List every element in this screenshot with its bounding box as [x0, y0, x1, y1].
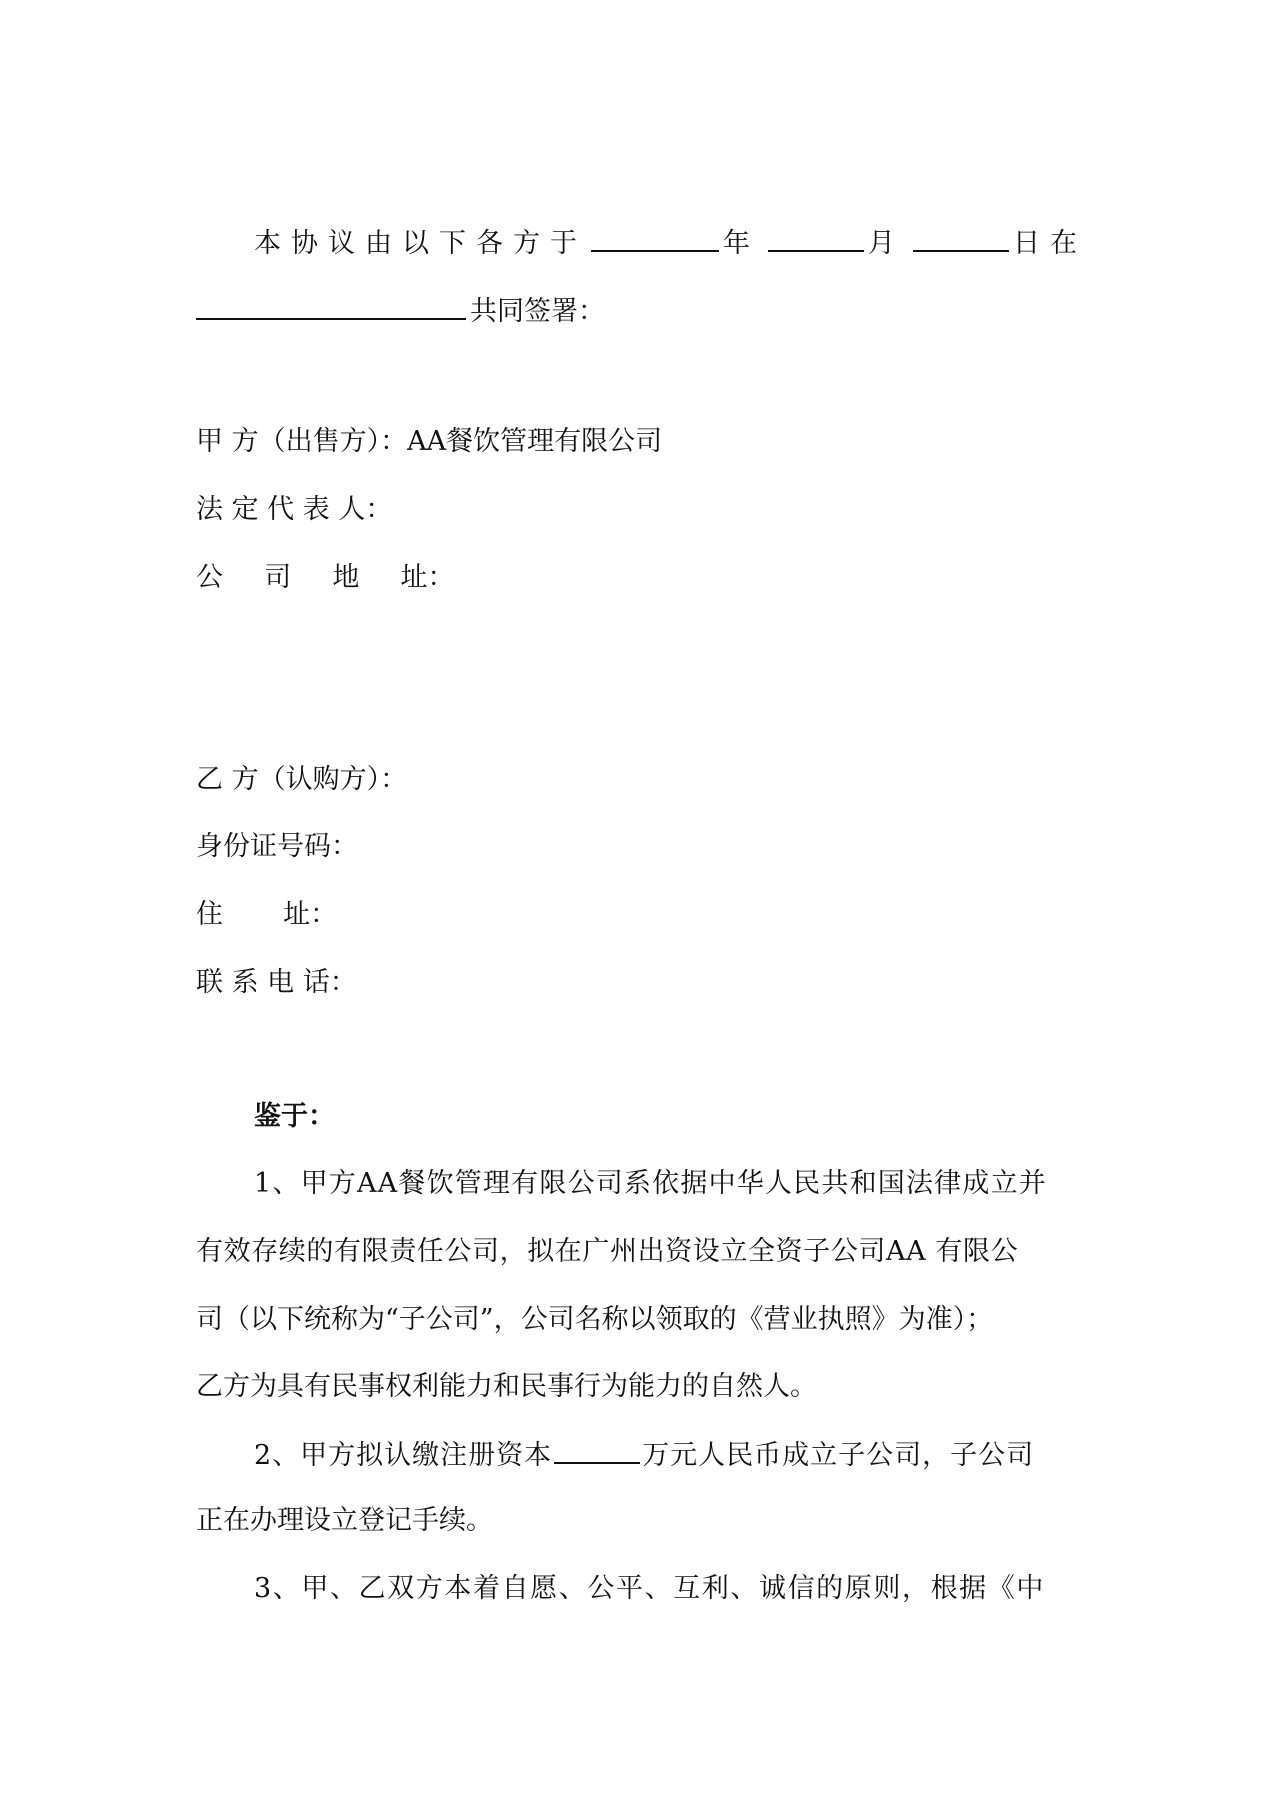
party-b-address	[196, 895, 1086, 935]
date-day-blank[interactable]	[913, 222, 1009, 252]
party-b-address-label: 住 址：	[196, 899, 338, 930]
party-b-id-number: 身份证号码：	[196, 831, 358, 862]
recital-2-part-a: 2、甲方拟认缴注册资本	[254, 1440, 553, 1471]
party-a-label: 甲 方（出售方）：	[196, 426, 408, 457]
recitals-heading: 鉴于：	[254, 1101, 335, 1132]
intro-line-1	[254, 222, 1094, 264]
recital-2-line-2: 正在办理设立登记手续。	[196, 1505, 493, 1536]
recital-1-line-3: 司（以下统称为“子公司”，公司名称以领取的《营业执照》为准）；	[196, 1304, 994, 1335]
party-a-name: AA餐饮管理有限公司	[407, 426, 663, 457]
recital-1-line-4: 乙方为具有民事权利能力和民事行为能力的自然人。	[196, 1371, 817, 1402]
date-year-blank[interactable]	[591, 222, 719, 252]
recital-2-part-b: 万元人民币成立子公司，子公司	[642, 1440, 1035, 1471]
party-a-legal-rep: 法 定 代 表 人：	[196, 494, 393, 525]
date-month-blank[interactable]	[768, 222, 864, 252]
signed-text: 共同签署：	[470, 296, 605, 327]
registered-capital-blank[interactable]	[554, 1434, 640, 1464]
intro-line-2	[196, 290, 1086, 332]
intro-text: 本协议由以下各方于	[254, 228, 587, 259]
party-b-heading: 乙 方（认购方）：	[196, 764, 408, 795]
party-a-address-label: 公 司 地 址：	[196, 562, 455, 593]
recital-2-line-1	[254, 1434, 1094, 1476]
recital-3-line-1: 3、甲、乙双方本着自愿、公平、互利、诚信的原则，根据《中	[254, 1573, 1045, 1604]
party-b-phone: 联 系 电 话：	[196, 967, 357, 998]
party-a-heading	[196, 422, 1086, 462]
month-label: 月	[868, 228, 895, 259]
party-a-address	[196, 558, 1086, 598]
day-label: 日在	[1013, 228, 1087, 259]
recital-1-line-2: 有效存续的有限责任公司，拟在广州出资设立全资子公司AA 有限公	[196, 1236, 1019, 1267]
sign-place-blank[interactable]	[196, 290, 466, 320]
year-label: 年	[723, 228, 750, 259]
recital-1-line-1: 1、甲方AA餐饮管理有限公司系依据中华人民共和国法律成立并	[254, 1168, 1047, 1199]
